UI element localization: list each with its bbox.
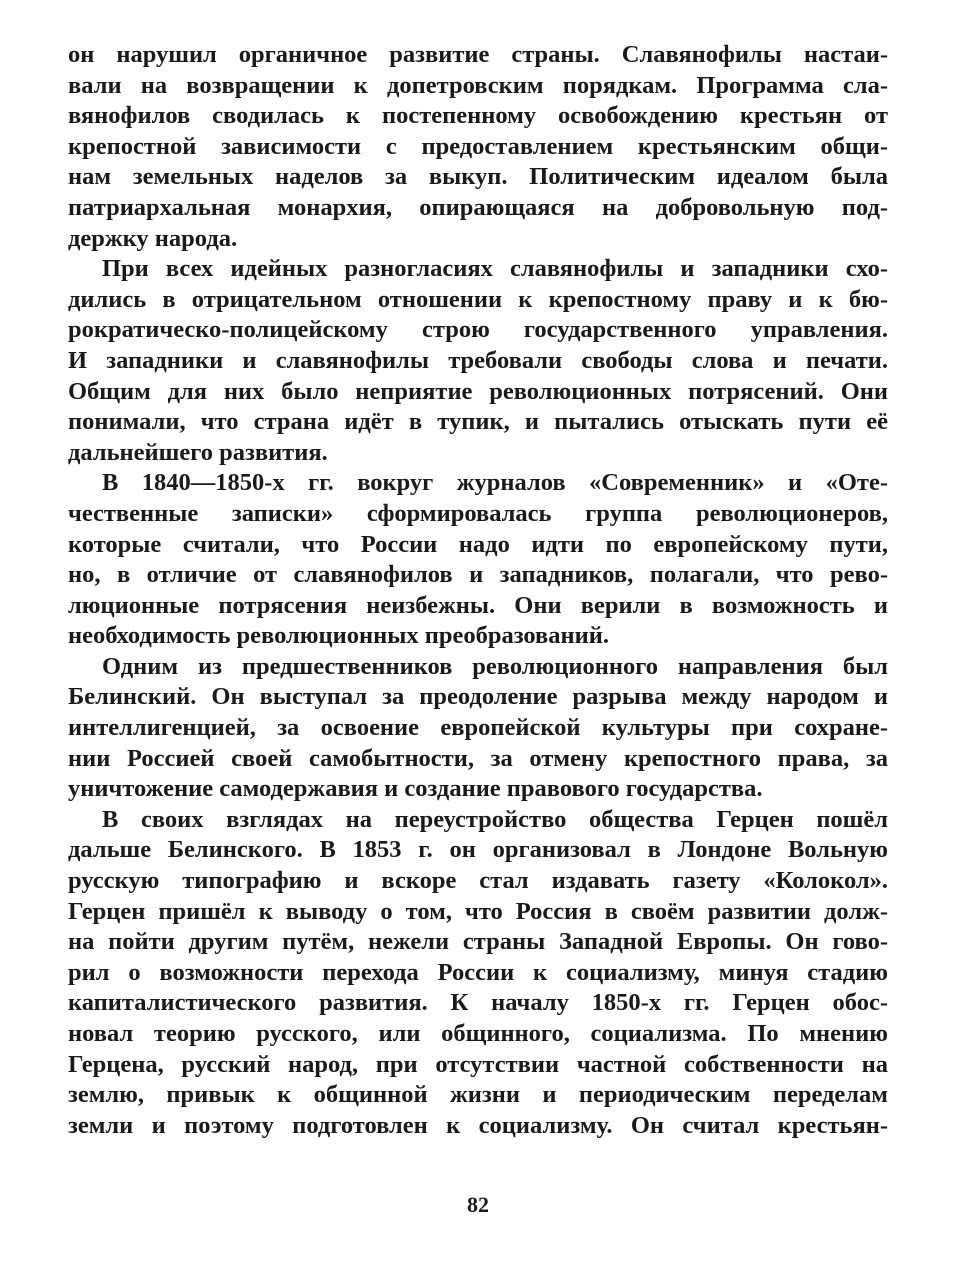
text-line: рократическо-полицейскому строю государственного управления. xyxy=(68,316,888,344)
text-line: нии Россией своей самобытности, за отмену крепостного права, за xyxy=(68,744,888,772)
text-line: рил о возможности перехода России к социализму, минуя стадию xyxy=(68,958,888,986)
text-line: вали на возвращении к допетровским порядкам. Программа сла- xyxy=(68,71,888,99)
text-line: И западники и славянофилы требовали свободы слова и печати. xyxy=(68,346,888,374)
paragraph-list xyxy=(68,40,888,1141)
text-line: При всех идейных разногласиях славянофилы и западники схо- xyxy=(102,255,888,283)
text-line: необходимость революционных преобразований. xyxy=(68,622,609,650)
text-line: люционные потрясения неизбежны. Они верили в возможность и xyxy=(68,591,888,619)
text-line: Герцен пришёл к выводу о том, что Россия в своём развитии долж- xyxy=(68,897,888,925)
paragraph xyxy=(68,40,888,254)
text-line: дились в отрицательном отношении к крепостному праву и к бю- xyxy=(68,285,888,313)
paragraph xyxy=(68,805,888,1142)
text-line: но, в отличие от славянофилов и западников, полагали, что рево- xyxy=(68,561,888,589)
text-line: нам земельных наделов за выкуп. Политическим идеалом была xyxy=(68,163,888,191)
paragraph xyxy=(68,652,888,805)
page-body xyxy=(68,40,888,1141)
text-line: патриархальная монархия, опирающаяся на добровольную под- xyxy=(68,193,888,221)
text-line: вянофилов сводилась к постепенному освобождению крестьян от xyxy=(68,102,888,130)
text-line: Общим для них было неприятие революционных потрясений. Они xyxy=(68,377,888,405)
text-line: Герцена, русский народ, при отсутствии частной собственности на xyxy=(68,1050,888,1078)
text-line: дальнейшего развития. xyxy=(68,438,328,466)
text-line: русскую типографию и вскоре стал издавать газету «Колокол». xyxy=(68,867,888,895)
text-line: Одним из предшественников революционного направления был xyxy=(102,652,888,680)
paragraph xyxy=(68,468,888,652)
text-line: новал теорию русского, или общинного, социализма. По мнению xyxy=(68,1020,888,1047)
text-line: на пойти другим путём, нежели страны Западной Европы. Он гово- xyxy=(68,928,888,956)
text-line: понимали, что страна идёт в тупик, и пытались отыскать пути её xyxy=(68,408,888,436)
page-number: 82 xyxy=(467,1192,489,1217)
text-line: капиталистического развития. К началу 1850-х гг. Герцен обос- xyxy=(68,989,888,1017)
text-line: держку народа. xyxy=(68,224,238,252)
text-line: он нарушил органичное развитие страны. Славянофилы настаи- xyxy=(68,41,888,68)
paragraph xyxy=(68,254,888,468)
text-line: В 1840—1850-х гг. вокруг журналов «Современник» и «Оте- xyxy=(102,469,888,497)
text-line: интеллигенцией, за освоение европейской культуры при сохране- xyxy=(68,714,888,742)
text-line: крепостной зависимости с предоставлением крестьянским общи- xyxy=(68,132,888,160)
text-line: земли и поэтому подготовлен к социализму. Он считал крестьян- xyxy=(68,1111,888,1139)
text-line: чественные записки» сформировалась группа революционеров, xyxy=(68,499,888,527)
text-line: В своих взглядах на переустройство общества Герцен пошёл xyxy=(102,805,888,833)
text-line: землю, привык к общинной жизни и периодическим переделам xyxy=(68,1081,888,1109)
text-line: которые считали, что России надо идти по европейскому пути, xyxy=(68,530,888,558)
text-line: Белинский. Он выступал за преодоление разрыва между народом и xyxy=(68,683,888,711)
text-line: дальше Белинского. В 1853 г. он организовал в Лондоне Вольную xyxy=(68,836,888,864)
text-line: уничтожение самодержавия и создание правового государства. xyxy=(68,775,763,803)
